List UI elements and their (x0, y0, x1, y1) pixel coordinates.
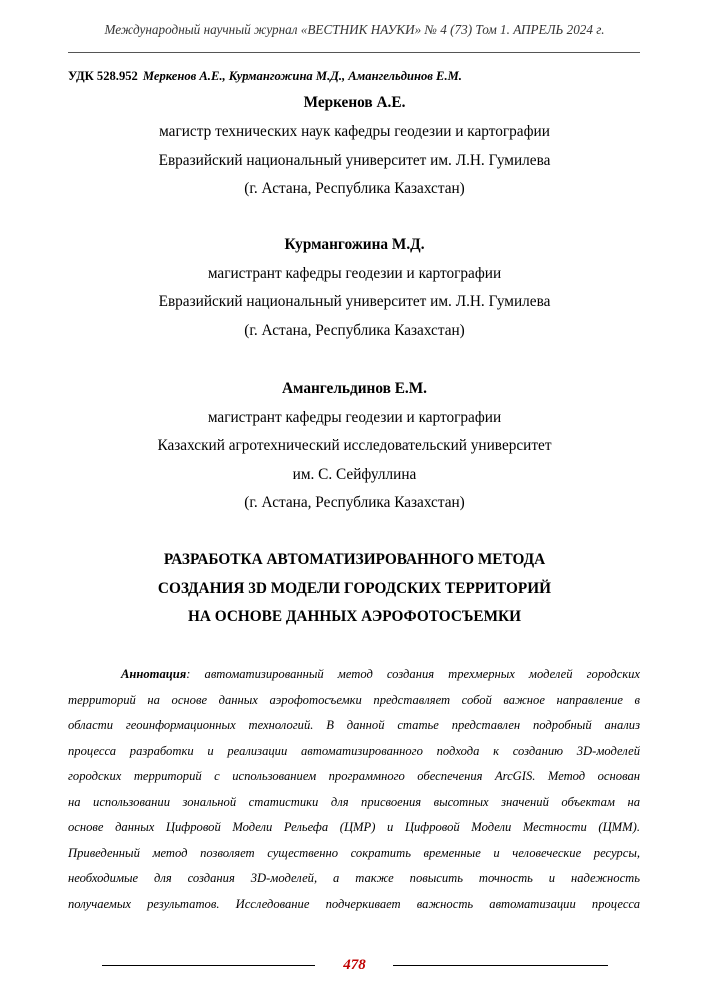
abstract-line (68, 667, 640, 693)
author-2-location: (г. Астана, Республика Казахстан) (244, 322, 465, 339)
abstract-line: на использовании зональной статистики для присвоения высотных значений объектам на (68, 794, 640, 809)
abstract-line: Приведенный метод позволяет существенно сократить временные и человеческие ресурсы, (68, 845, 640, 860)
author-3-affiliation: Казахский агротехнический исследовательский университет (157, 437, 552, 454)
abstract-line: области геоинформационных технологий. В данной статье представлен подробный анализ (68, 718, 640, 732)
author-1-name: Меркенов А.Е. (303, 94, 406, 111)
author-1-affiliation: Евразийский национальный университет им. Л.Н. Гумилева (158, 152, 551, 169)
page-number: 478 (343, 957, 366, 973)
author-3-position: магистрант кафедры геодезии и картографии (207, 409, 502, 426)
paper-title-line-1: РАЗРАБОТКА АВТОМАТИЗИРОВАННОГО МЕТОДА (163, 551, 546, 568)
abstract-line: городских территорий с использованием программного обеспечения ArcGIS. Метод основан (68, 769, 640, 783)
paper-title-line-2: СОЗДАНИЯ 3D МОДЕЛИ ГОРОДСКИХ ТЕРРИТОРИЙ (157, 580, 552, 597)
abstract (68, 667, 640, 922)
abstract-first-line: : автоматизированный метод создания трехмерных моделей городских (186, 667, 640, 681)
author-2-position: магистрант кафедры геодезии и картографии (207, 265, 502, 282)
paper-title-line-3: НА ОСНОВЕ ДАННЫХ АЭРОФОТОСЪЕМКИ (187, 608, 522, 625)
header-divider (68, 52, 640, 53)
abstract-line: процесса разработки и реализации автоматизированного подхода к созданию 3D-моделей (68, 743, 640, 758)
abstract-line: получаемых результатов. Исследование подчеркивает важность автоматизации процесса (68, 896, 640, 911)
abstract-line: необходимые для создания 3D-моделей, а также повысить точность и надежность (68, 871, 640, 885)
author-1-location: (г. Астана, Республика Казахстан) (244, 180, 465, 197)
footer-rule-right (393, 965, 608, 966)
author-3-location: (г. Астана, Республика Казахстан) (244, 494, 465, 511)
udk-code: УДК 528.952 (68, 69, 138, 83)
abstract-line: основе данных Цифровой Модели Рельефа (ЦМР) и Цифровой Модели Местности (ЦММ). (68, 820, 640, 834)
udk-line (68, 69, 462, 84)
author-2-affiliation: Евразийский национальный университет им. Л.Н. Гумилева (158, 293, 551, 310)
abstract-label: Аннотация (121, 667, 187, 681)
author-3-affiliation-cont: им. С. Сейфуллина (292, 466, 417, 483)
udk-authors: Меркенов А.Е., Курмангожина М.Д., Амангельдинов Е.М. (142, 69, 462, 83)
journal-header: Международный научный журнал «ВЕСТНИК НАУКИ» № 4 (73) Том 1. АПРЕЛЬ 2024 г. (104, 22, 605, 37)
author-1-position: магистр технических наук кафедры геодезии и картографии (159, 123, 550, 140)
abstract-line: территорий на основе данных аэрофотосъемки представляет собой важное направление в (68, 692, 640, 707)
author-2-name: Курмангожина М.Д. (284, 236, 425, 253)
author-3-name: Амангельдинов Е.М. (281, 380, 428, 397)
